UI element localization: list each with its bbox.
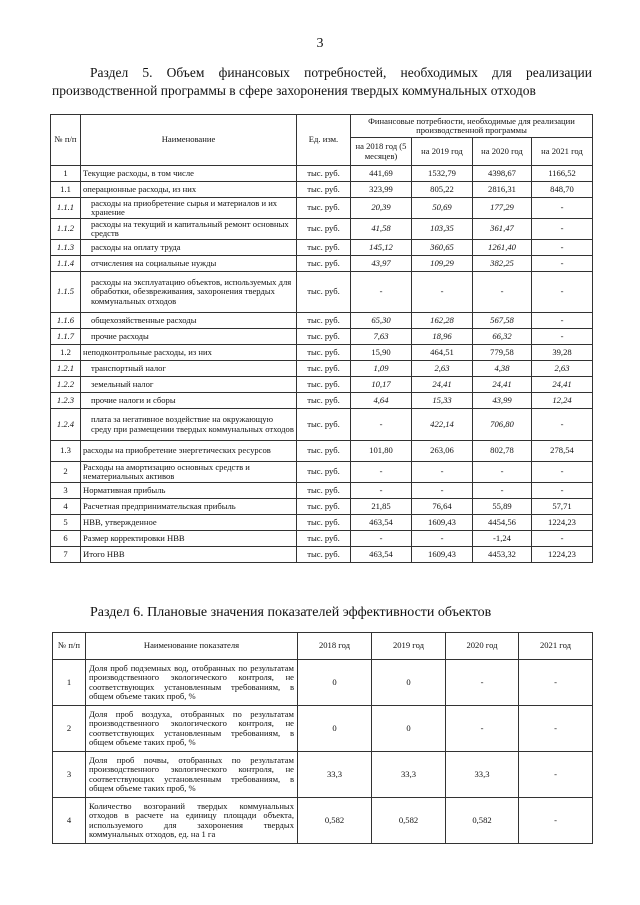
table-row (51, 483, 593, 499)
row-name: расходы на текущий и капитальный ремонт основных средств (81, 219, 297, 240)
value-2021: 2,63 (532, 361, 593, 377)
row-number: 3 (53, 752, 86, 798)
value-2019: 805,22 (412, 182, 473, 198)
value-2019: 1532,79 (412, 166, 473, 182)
value-2018: 15,90 (351, 345, 412, 361)
value-2018: 463,54 (351, 515, 412, 531)
row-number: 7 (51, 547, 81, 563)
row-number: 1.1.5 (51, 272, 81, 313)
value-2021: - (532, 329, 593, 345)
value-2020: 361,47 (473, 219, 532, 240)
value-2021: 1166,52 (532, 166, 593, 182)
table-row (51, 409, 593, 441)
value-2018: - (351, 483, 412, 499)
table-row (51, 329, 593, 345)
value-2018: 463,54 (351, 547, 412, 563)
row-unit: тыс. руб. (297, 462, 351, 483)
row-name: Расчетная предпринимательская прибыль (81, 499, 297, 515)
value-2019: 422,14 (412, 409, 473, 441)
value-2020: 24,41 (473, 377, 532, 393)
value-2019: - (412, 483, 473, 499)
indicator-name: Количество возгораний твердых коммунальных отходов в расчете на единицу площади объекта, используемого для захоронения твердых коммунальных отходов, ед. на 1 га (86, 798, 298, 844)
row-unit: тыс. руб. (297, 240, 351, 256)
value-2019: - (412, 272, 473, 313)
header-num: № п/п (53, 633, 86, 660)
table-row (51, 462, 593, 483)
value-2021: - (519, 798, 593, 844)
section-6-title: Раздел 6. Плановые значения показателей эффективности объектов (90, 605, 492, 620)
row-name: Размер корректировки НВВ (81, 531, 297, 547)
value-2020: 2816,31 (473, 182, 532, 198)
indicator-name: Доля проб подземных вод, отобранных по результатам производственного экологического контроля, не соответствующих установленным требованиям, в общем объеме таких проб, % (86, 660, 298, 706)
value-2018: 4,64 (351, 393, 412, 409)
row-name: отчисления на социальные нужды (81, 256, 297, 272)
row-unit: тыс. руб. (297, 182, 351, 198)
row-unit: тыс. руб. (297, 547, 351, 563)
value-2020: 4398,67 (473, 166, 532, 182)
value-2020: 4,38 (473, 361, 532, 377)
row-unit: тыс. руб. (297, 313, 351, 329)
row-name: расходы на приобретение сырья и материалов и их хранение (81, 198, 297, 219)
value-2020: 55,89 (473, 499, 532, 515)
row-number: 6 (51, 531, 81, 547)
row-name: земельный налог (81, 377, 297, 393)
section-5-title: Раздел 5. Объем финансовых потребностей, необходимых для реализации производственной программы в сфере захоронения твердых коммунальных отходов (52, 65, 592, 98)
row-unit: тыс. руб. (297, 329, 351, 345)
value-2018: 20,39 (351, 198, 412, 219)
table-row (51, 345, 593, 361)
table-row (51, 499, 593, 515)
value-2020: - (473, 483, 532, 499)
value-2020: - (473, 462, 532, 483)
value-2018: 21,85 (351, 499, 412, 515)
value-2019: 18,96 (412, 329, 473, 345)
row-unit: тыс. руб. (297, 166, 351, 182)
value-2018: - (351, 272, 412, 313)
header-name: Наименование (81, 115, 297, 166)
value-2021: 24,41 (532, 377, 593, 393)
table-row (51, 198, 593, 219)
row-name: расходы на оплату труда (81, 240, 297, 256)
value-2019: 263,06 (412, 441, 473, 462)
row-name: прочие налоги и сборы (81, 393, 297, 409)
row-number: 1.2.2 (51, 377, 81, 393)
table-row (51, 219, 593, 240)
value-2019: 33,3 (372, 752, 446, 798)
value-2020: 779,58 (473, 345, 532, 361)
value-2020: 4454,56 (473, 515, 532, 531)
table-row (51, 393, 593, 409)
row-name: Текущие расходы, в том числе (81, 166, 297, 182)
header-2020: на 2020 год (473, 138, 532, 166)
value-2018: 33,3 (298, 752, 372, 798)
row-unit: тыс. руб. (297, 361, 351, 377)
value-2021: 278,54 (532, 441, 593, 462)
row-unit: тыс. руб. (297, 531, 351, 547)
row-number: 1.3 (51, 441, 81, 462)
value-2021: - (532, 313, 593, 329)
value-2020: 802,78 (473, 441, 532, 462)
value-2019: 0 (372, 660, 446, 706)
row-unit: тыс. руб. (297, 256, 351, 272)
row-name: НВВ, утвержденное (81, 515, 297, 531)
value-2019: 1609,43 (412, 547, 473, 563)
table-row (51, 531, 593, 547)
value-2021: - (532, 531, 593, 547)
value-2020: 33,3 (446, 752, 519, 798)
value-2019: 1609,43 (412, 515, 473, 531)
row-unit: тыс. руб. (297, 441, 351, 462)
header-financial-needs: Финансовые потребности, необходимые для реализации производственной программы (351, 115, 593, 138)
row-number: 4 (53, 798, 86, 844)
indicator-name: Доля проб почвы, отобранных по результатам производственного экологического контроля, не соответствующих установленным требованиям, в общем объеме таких проб, % (86, 752, 298, 798)
row-unit: тыс. руб. (297, 409, 351, 441)
value-2019: 162,28 (412, 313, 473, 329)
value-2021: - (532, 409, 593, 441)
header-2018: на 2018 год (5 месяцев) (351, 138, 412, 166)
table-row (53, 660, 593, 706)
section-5-table (50, 114, 593, 563)
row-number: 1.1.6 (51, 313, 81, 329)
value-2020: - (446, 660, 519, 706)
section-6-table (52, 632, 593, 844)
value-2021: - (519, 752, 593, 798)
row-unit: тыс. руб. (297, 272, 351, 313)
value-2019: 15,33 (412, 393, 473, 409)
row-number: 1.1.4 (51, 256, 81, 272)
value-2019: 464,51 (412, 345, 473, 361)
row-name: Расходы на амортизацию основных средств и нематериальных активов (81, 462, 297, 483)
header-2018: 2018 год (298, 633, 372, 660)
row-name: неподконтрольные расходы, из них (81, 345, 297, 361)
header-2021: на 2021 год (532, 138, 593, 166)
row-name: операционные расходы, из них (81, 182, 297, 198)
value-2018: 43,97 (351, 256, 412, 272)
row-unit: тыс. руб. (297, 345, 351, 361)
table-row (53, 706, 593, 752)
row-name: плата за негативное воздействие на окружающую среду при размещении твердых коммунальных отходов (81, 409, 297, 441)
row-number: 4 (51, 499, 81, 515)
value-2018: 145,12 (351, 240, 412, 256)
row-unit: тыс. руб. (297, 219, 351, 240)
value-2019: - (412, 531, 473, 547)
row-name: общехозяйственные расходы (81, 313, 297, 329)
value-2021: 57,71 (532, 499, 593, 515)
value-2019: 360,65 (412, 240, 473, 256)
row-name: транспортный налог (81, 361, 297, 377)
value-2018: 0 (298, 706, 372, 752)
value-2021: 848,70 (532, 182, 593, 198)
value-2021: - (532, 483, 593, 499)
header-num: № п/п (51, 115, 81, 166)
value-2018: 441,69 (351, 166, 412, 182)
row-name: расходы на приобретение энергетических ресурсов (81, 441, 297, 462)
row-unit: тыс. руб. (297, 393, 351, 409)
header-unit: Ед. изм. (297, 115, 351, 166)
header-2021: 2021 год (519, 633, 593, 660)
row-number: 1.2.4 (51, 409, 81, 441)
value-2019: - (412, 462, 473, 483)
header-2020: 2020 год (446, 633, 519, 660)
row-number: 1 (51, 166, 81, 182)
value-2021: - (519, 660, 593, 706)
table-row (51, 272, 593, 313)
value-2020: 382,25 (473, 256, 532, 272)
table-row (51, 547, 593, 563)
table-row (51, 441, 593, 462)
value-2019: 0 (372, 706, 446, 752)
header-2019: на 2019 год (412, 138, 473, 166)
value-2019: 2,63 (412, 361, 473, 377)
page-number: 3 (316, 36, 324, 51)
value-2018: 101,80 (351, 441, 412, 462)
row-number: 2 (51, 462, 81, 483)
value-2021: 12,24 (532, 393, 593, 409)
value-2019: 76,64 (412, 499, 473, 515)
row-number: 1.2 (51, 345, 81, 361)
value-2020: 0,582 (446, 798, 519, 844)
row-unit: тыс. руб. (297, 499, 351, 515)
value-2021: - (532, 198, 593, 219)
row-number: 1.2.1 (51, 361, 81, 377)
row-number: 1.1.2 (51, 219, 81, 240)
value-2020: 706,80 (473, 409, 532, 441)
section-5-table-body (51, 166, 593, 563)
value-2021: - (532, 256, 593, 272)
row-unit: тыс. руб. (297, 198, 351, 219)
row-unit: тыс. руб. (297, 483, 351, 499)
value-2021: 1224,23 (532, 547, 593, 563)
section-6-table-body (53, 660, 593, 844)
value-2021: - (532, 240, 593, 256)
value-2020: -1,24 (473, 531, 532, 547)
row-number: 1.1 (51, 182, 81, 198)
value-2020: - (446, 706, 519, 752)
row-name: расходы на эксплуатацию объектов, используемых для обработки, обезвреживания, захоронения твердых коммунальных отходов (81, 272, 297, 313)
row-name: Итого НВВ (81, 547, 297, 563)
value-2021: 1224,23 (532, 515, 593, 531)
value-2018: 7,63 (351, 329, 412, 345)
row-number: 2 (53, 706, 86, 752)
value-2020: - (473, 272, 532, 313)
header-2019: 2019 год (372, 633, 446, 660)
row-unit: тыс. руб. (297, 377, 351, 393)
table-row (53, 752, 593, 798)
value-2020: 567,58 (473, 313, 532, 329)
table-row (51, 182, 593, 198)
table-row (53, 798, 593, 844)
value-2018: - (351, 531, 412, 547)
row-number: 1 (53, 660, 86, 706)
value-2018: 10,17 (351, 377, 412, 393)
value-2019: 24,41 (412, 377, 473, 393)
value-2018: 323,99 (351, 182, 412, 198)
value-2020: 66,32 (473, 329, 532, 345)
table-row (51, 515, 593, 531)
table-row (51, 166, 593, 182)
row-number: 1.1.7 (51, 329, 81, 345)
value-2020: 1261,40 (473, 240, 532, 256)
row-number: 1.1.3 (51, 240, 81, 256)
value-2021: 39,28 (532, 345, 593, 361)
value-2021: - (532, 272, 593, 313)
row-number: 1.2.3 (51, 393, 81, 409)
value-2021: - (532, 219, 593, 240)
value-2018: 65,30 (351, 313, 412, 329)
value-2020: 43,99 (473, 393, 532, 409)
table-row (51, 256, 593, 272)
value-2019: 0,582 (372, 798, 446, 844)
row-number: 5 (51, 515, 81, 531)
value-2019: 103,35 (412, 219, 473, 240)
value-2018: - (351, 462, 412, 483)
table-row (51, 313, 593, 329)
row-name: Нормативная прибыль (81, 483, 297, 499)
value-2021: - (519, 706, 593, 752)
value-2021: - (532, 462, 593, 483)
value-2018: 0 (298, 660, 372, 706)
row-number: 3 (51, 483, 81, 499)
header-indicator-name: Наименование показателя (86, 633, 298, 660)
value-2018: 1,09 (351, 361, 412, 377)
row-unit: тыс. руб. (297, 515, 351, 531)
row-number: 1.1.1 (51, 198, 81, 219)
value-2019: 50,69 (412, 198, 473, 219)
table-row (51, 240, 593, 256)
table-row (51, 377, 593, 393)
value-2018: 41,58 (351, 219, 412, 240)
value-2020: 4453,32 (473, 547, 532, 563)
value-2020: 177,29 (473, 198, 532, 219)
table-row (51, 361, 593, 377)
value-2019: 109,29 (412, 256, 473, 272)
indicator-name: Доля проб воздуха, отобранных по результатам производственного экологического контроля, не соответствующих установленным требованиям, в общем объеме таких проб, % (86, 706, 298, 752)
value-2018: 0,582 (298, 798, 372, 844)
value-2018: - (351, 409, 412, 441)
row-name: прочие расходы (81, 329, 297, 345)
